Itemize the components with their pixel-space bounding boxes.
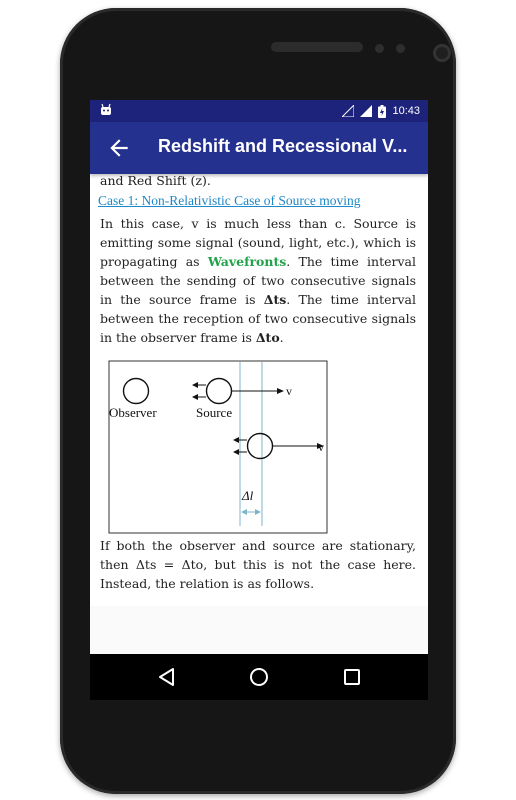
nav-home-icon[interactable]: [248, 666, 270, 688]
no-signal-icon: [342, 105, 354, 117]
velocity-label-top: v: [286, 384, 292, 398]
observer-label: Observer: [109, 405, 157, 420]
para1-text-1: In this case, v is much less than c. Source is emitting some signal (sound, light, etc.), which is propagating as: [100, 216, 416, 269]
front-camera: [433, 44, 451, 62]
diagram-border: [109, 361, 327, 533]
delta-ts-term: Δts: [263, 292, 287, 307]
status-icons: [342, 103, 420, 119]
delta-to-term: Δto: [255, 330, 280, 345]
android-icon: [100, 103, 112, 117]
para1-text-2: . The time interval between the sending of two consecutive signals in the source frame is: [100, 254, 416, 307]
signal-icon: [360, 105, 372, 117]
app-bar: [90, 122, 428, 174]
earpiece-speaker: [271, 42, 363, 52]
delta-l-label: Δl: [242, 488, 254, 503]
screen: [90, 100, 428, 654]
battery-charging-icon: [378, 105, 386, 118]
light-sensor: [396, 44, 405, 53]
content-footer-band: [90, 606, 428, 654]
paragraph-relation: If both the observer and source are stationary, then Δts = Δto, but this is not the case here. Instead, the relation is as follows.: [100, 538, 416, 591]
velocity-label-bottom: v: [318, 440, 324, 454]
nav-back-icon[interactable]: [156, 666, 178, 688]
status-time: 10:43: [392, 105, 420, 117]
wavefronts-link[interactable]: Wavefronts: [207, 254, 287, 269]
status-bar: [90, 100, 428, 122]
lead-text: and Red Shift (z).: [100, 174, 211, 188]
page-title: Redshift and Recessional V...: [158, 136, 408, 156]
paragraph-case-1: [100, 214, 416, 347]
proximity-sensor: [375, 44, 384, 53]
back-arrow-icon[interactable]: [106, 135, 132, 161]
source-label: Source: [196, 405, 233, 420]
content-area[interactable]: [90, 174, 428, 654]
nav-recents-icon[interactable]: [341, 666, 363, 688]
navigation-bar: [90, 654, 428, 700]
para1-text-4: .: [279, 330, 284, 345]
case-1-link[interactable]: Case 1: Non-Relativistic Case of Source moving: [98, 193, 361, 208]
wavefront-diagram: [108, 360, 328, 534]
para1-text-3: . The time interval between the reception of two consecutive signals in the observer frame is: [100, 292, 416, 345]
